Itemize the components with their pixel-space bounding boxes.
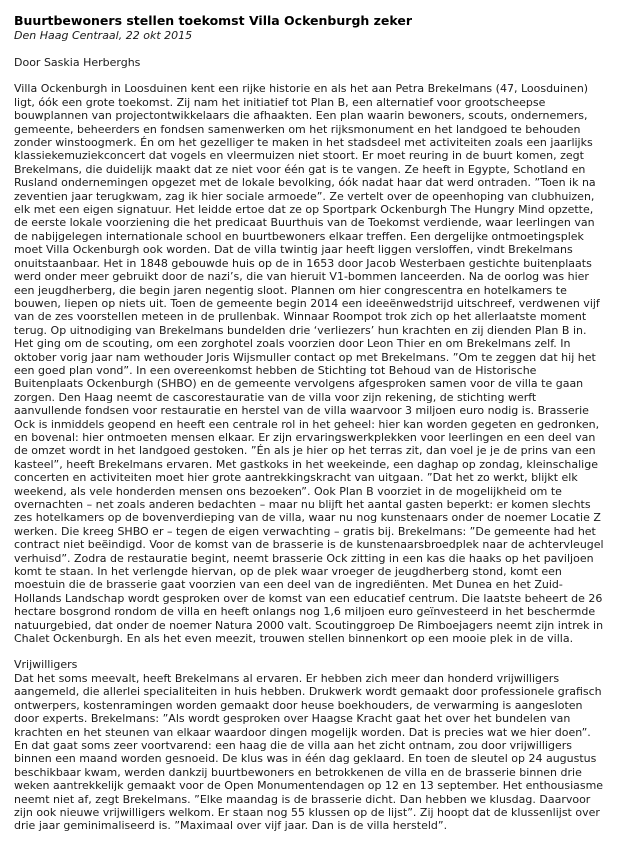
section-heading-vrijwilligers: Vrijwilligers <box>14 658 78 672</box>
article-title: Buurtbewoners stellen toekomst Villa Ockenburgh zeker <box>14 13 413 28</box>
article-byline: Door Saskia Herberghs <box>14 56 141 69</box>
section-paragraph-vrijwilligers: Dat het soms meevalt, heeft Brekelmans al ervaren. Er hebben zich meer dan honderd vrijwilligers aangemeld, die allerlei specialiteiten in huis hebben. Drukwerk wordt gemaakt door professionele grafisch ontwerpers, kostenramingen worden gemaakt door heuse boekhouders, de verwarming is aangesloten door experts. Brekelmans: ”Als wordt gesproken over Haagse Kracht gaat het over het bundelen van krachten en het steunen van elkaar waardoor dingen mogelijk worden. Dat is precies wat we hier doen”. En dat gaat soms zeer voortvarend: een haag die de villa aan het zicht ontnam, zou door vrijwilligers binnen een maand worden gesnoeid. De klus was in één dag geklaard. En toen de sleutel op 24 augustus beschikbaar kwam, werden dankzij buurtbewoners en betrokkenen de villa en de brasserie binnen drie weken aantrekkelijk gemaakt voor de Open Monumentendagen op 12 en 13 september. Het enthousiasme neemt niet af, zegt Brekelmans. ”Elke maandag is de brasserie dicht. Dan hebben we klusdag. Daarvoor zijn ook nieuwe vrijwilligers welkom. Er staan nog 55 klussen op de lijst”. Zij hoopt dat de klussenlijst over drie jaar geminimaliseerd is. ”Maximaal over vijf jaar. Dan is de villa hersteld”. <box>14 671 604 833</box>
article-source-date: Den Haag Centraal, 22 okt 2015 <box>14 29 193 42</box>
article-lead-paragraph: Villa Ockenburgh in Loosduinen kent een rijke historie en als het aan Petra Brekelmans (47, Loosduinen) ligt, óók een grote toekomst. Zij nam het initiatief tot Plan B, een alternatief voor grootscheepse bouwplannen van projectontwikkelaars die afhaakten. Een plan waarin bewoners, scouts, ondernemers, gemeente, beheerders en fondsen samenwerken om het rijksmonument en het landgoed te behouden zonder winstoogmerk. Én om het gezelliger te maken in het stadsdeel met activiteiten zoals een jaarlijks klassiekemuziekconcert dat vogels en vleermuizen niet stoort. Er moet reuring in de buurt komen, zegt Brekelmans, die duidelijk maakt dat ze niet voor één gat is te vangen. Ze heeft in Egypte, Schotland en Rusland ondernemingen opgezet met de lokale bevolking, óók nadat haar dat werd ontraden. ”Toen ik na zeventien jaar terugkwam, zag ik hier sociale armoede”. Ze vertelt over de opeenhoping van clubhuizen, elk met een eigen signatuur. Het leidde ertoe dat ze op Sportpark Ockenburgh The Hungry Mind opzette, de eerste lokale voorziening die het predicaat Buurthuis van de Toekomst verdiende, waar leerlingen van de nabijgelegen internationale school en buurtbewoners elkaar treffen. Een dergelijke ontmoetingsplek moet Villa Ockenburgh ook worden. Dat de villa twintig jaar heeft liggen versloffen, vindt Brekelmans onuitstaanbaar. Het in 1848 gebouwde huis op de in 1653 door Jacob Westerbaen gestichte buitenplaats werd onder meer gebruikt door de nazi’s, die van hieruit V1-bommen lanceerden. Na de oorlog was hier een jeugdherberg, die begin jaren negentig sloot. Plannen om hier congrescentra en hotelkamers te bouwen, liepen op niets uit. Toen de gemeente begin 2014 een ideeënwedstrijd uitschreef, verdwenen vijf van de zes voorstellen meteen in de prullenbak. Winnaar Roompot trok zich op het allerlaatste moment terug. Op uitnodiging van Brekelmans bundelden drie ‘verliezers’ hun krachten en zij dienden Plan B in. Het ging om de scouting, om een zorghotel zoals voorzien door Leon Thier en om Brekelmans zelf. In oktober vorig jaar nam wethouder Joris Wijsmuller contact op met Brekelmans. ”Om te zeggen dat hij het een goed plan vond”. In een overeenkomst hebben de Stichting tot Behoud van de Historische Buitenplaats Ockenburgh (SHBO) en de gemeente vervolgens afgesproken samen voor de villa te gaan zorgen. Den Haag neemt de cascorestauratie van de villa voor zijn rekening, de stichting werft aanvullende fondsen voor restauratie en herstel van de villa waarvoor 3 miljoen euro nodig is. Brasserie Ock is inmiddels geopend en heeft een centrale rol in het geheel: hier kan worden gegeten en gedronken, en bovenal: hier ontmoeten mensen elkaar. Er zijn ervaringswerkplekken voor leerlingen en een deel van de omzet wordt in het landgoed gestoken. ”Én als je hier op het terras zit, dan voel je je de prins van een kasteel”, heeft Brekelmans ervaren. Met gastkoks in het weekeinde, een daghap op zondag, kleinschalige concerten en activiteiten moet hier grote aantrekkingskracht van uitgaan. ”Dat het zo werkt, blijkt elk weekend, als vele honderden mensen ons bezoeken”. Ook Plan B voorziet in de mogelijkheid om te overnachten – net zoals anderen bedachten – maar nu blijft het aantal gasten beperkt: er komen slechts zes hotelkamers op de bovenverdieping van de villa, waar nu nog kunstenaars onder de noemer Locatie Z werken. Die kreeg SHBO er – tegen de eigen verwachting – gratis bij. Brekelmans: ”De gemeente had het contract niet beëindigd. Voor de komst van de brasserie is de kunstenaarsbroedplek naar de achtervleugel verhuisd”. Zodra de restauratie begint, neemt brasserie Ock zitting in een kas die haaks op het paviljoen komt te staan. In het verlengde hiervan, op de plek waar vroeger de jeugdherberg stond, komt een moestuin die de brasserie gaat voorzien van een deel van de ingrediënten. Met Dunea en het Zuid-Hollands Landschap wordt gesproken over de komst van een educatief centrum. Die laatste beheert de 26 hectare bosgrond rondom de villa en heeft onlangs nog 1,6 miljoen euro geïnvesteerd in het beschermde natuurgebied, dat onder de noemer Natura 2000 valt. Scoutinggroep De Rimboejagers neemt zijn intrek in Chalet Ockenburgh. En als het even meezit, trouwen stellen binnenkort op een mooie plek in de villa. <box>14 82 604 646</box>
